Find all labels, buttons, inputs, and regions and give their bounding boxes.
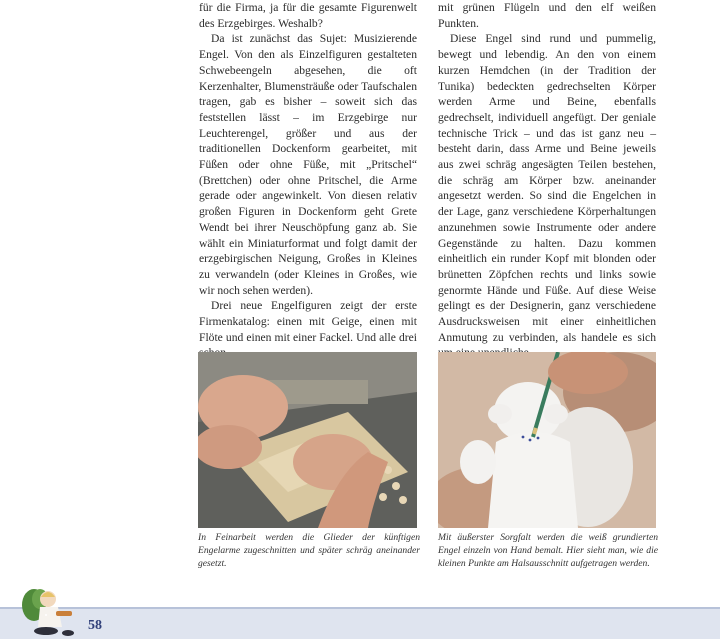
photo-angel-painting — [438, 352, 656, 528]
angel-figurine-icon — [18, 585, 82, 637]
left-paragraph-1: für die Firma, ja für die gesamte Figurenwelt des Erzgebirges. Weshalb? — [199, 1, 417, 30]
woodworking-illustration — [198, 352, 417, 528]
left-paragraph-3: Drei neue Engelfiguren zeigt der erste Firmenkatalog: einen mit Geige, einen mit Flöte und einen mit einer Fackel. Und alle drei — [199, 299, 417, 344]
angel-painting-illustration — [438, 352, 656, 528]
footer-band — [0, 607, 720, 639]
photo-woodworking-hands — [198, 352, 417, 528]
right-text-column — [438, 0, 656, 361]
caption-right: Mit äußerster Sorgfalt werden die weiß grundierten Engel einzeln von Hand bemalt. Hier sieht man, wie die kleinen Punkte am Halsausschnitt aufgetragen werden. — [438, 532, 658, 569]
left-paragraph-2: Da ist zunächst das Sujet: Musizierende Engel. Von den als Einzelfiguren gestalteten Schwebeengeln abgesehen, die oft Kerzenhalter, Blumensträuße oder Taufschalen tragen, gab es bisher – soweit sich das feststellen lässt – im Erzgebirge nur Leuchterengel, größer und aus der traditionellen Dockenform gearbeitet, mit Füßen oder ohne Füße, mit „Pritschel“ (Brettchen) oder ohne Pritschel, die Arme gerade oder angewinkelt. Von diesen relativ großen Figuren in Dockenform geht Grete Wendt bei ihrer Neuschöpfung ganz ab. Sie wählt ein Miniaturformat und folgt damit der erzgebirgischen Neigung, Großes in Kleines zu verwandeln (oder Kleines in Großes, wie wir noch sehen werden). — [199, 32, 417, 297]
right-paragraph-1: mit grünen Flügeln und den elf weißen Punkten. — [438, 1, 656, 30]
page-number: 58 — [88, 618, 102, 633]
right-paragraph-2: Diese Engel sind rund und pummelig, bewegt und lebendig. An den von einem kurzen Hemdchen (in der Tradition der Tunika) bedeckten gedrechselten Körper werden Arme und Beine, ebenfalls gedrechselt, individuell angefügt. Der geniale technische Trick – und das ist ganz neu – besteht darin, dass Arme und Beine jeweils aus zwei schräg angesägten Teilen bestehen, die schräg am Körper bzw. aneinander angesetzt werden. So sind die Engelchen in der Lage, ganz verschiedene Körperhaltungen anzunehmen sowie Instrumente oder andere Gegenstände zu halten. Dazu kommen einheitlich ein runder Kopf mit blonden oder brünetten Zöpfchen rechts und links sowie genormte Hände und Füße. Auf diese Weise gelingt es der Designerin, ganz verschiedene Ausdrucksweisen mit einer einheitlichen Anmutung zu verbinden, als handele es sich — [438, 32, 656, 344]
left-text-column — [199, 0, 417, 361]
caption-left: In Feinarbeit werden die Glieder der künftigen Engelarme zugeschnitten und später schräg aneinander gesetzt. — [198, 532, 420, 569]
